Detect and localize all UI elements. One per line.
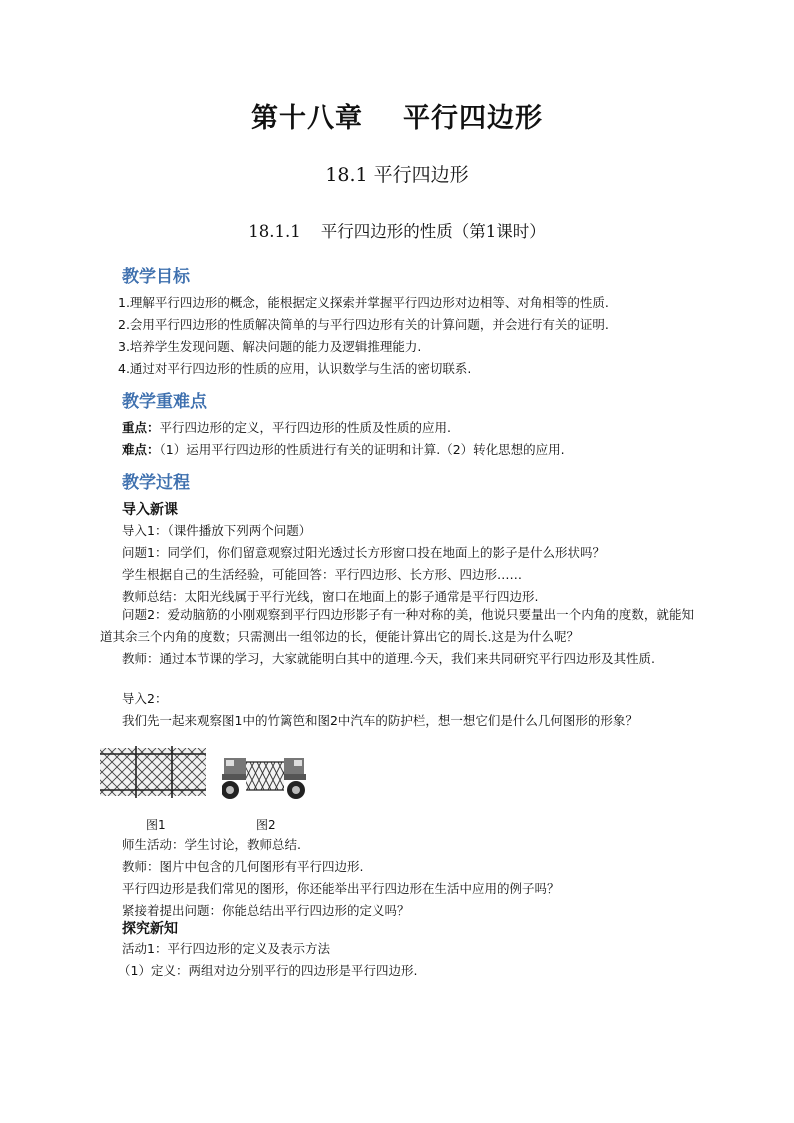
intro1-line: 导入1：（课件播放下列两个问题） xyxy=(122,523,312,538)
goal-item: 4.通过对平行四边形的性质的应用，认识数学与生活的密切联系. xyxy=(118,361,472,376)
keypoints-heading: 教学重难点 xyxy=(122,392,207,412)
section-title: 18.1 平行四边形 xyxy=(325,164,469,186)
figure2-caption: 图2 xyxy=(256,818,276,832)
chapter-name: 平行四边形 xyxy=(403,103,543,134)
chapter-title xyxy=(0,96,794,135)
intro2-line: 导入2： xyxy=(122,691,168,706)
question-line: 紧接着提出问题：你能总结出平行四边形的定义吗？ xyxy=(122,903,410,918)
lesson-name: 平行四边形的性质（第1课时） xyxy=(320,222,546,241)
teacher1-paragraph: 教师：通过本节课的学习，大家就能明白其中的道理.今天，我们来共同研究平行四边形及其性质. xyxy=(122,651,655,666)
intro-heading: 导入新课 xyxy=(122,502,178,518)
definition-line: （1）定义：两组对边分别平行的四边形是平行四边形. xyxy=(118,963,418,978)
lesson-number: 18.1.1 xyxy=(248,222,301,241)
goals-heading: 教学目标 xyxy=(122,267,190,287)
activity-line: 师生活动：学生讨论，教师总结. xyxy=(122,837,301,852)
difficult-point xyxy=(122,441,565,459)
key-point xyxy=(122,419,451,437)
activity1-line: 活动1：平行四边形的定义及表示方法 xyxy=(122,941,330,956)
observe-line: 我们先一起来观察图1中的竹篱笆和图2中汽车的防护栏，想一想它们是什么几何图形的形象？ xyxy=(122,713,638,728)
goal-item: 1.理解平行四边形的概念，能根据定义探索并掌握平行四边形对边相等、对角相等的性质. xyxy=(118,295,609,310)
goal-item: 3.培养学生发现问题、解决问题的能力及逻辑推理能力. xyxy=(118,339,422,354)
process-heading: 教学过程 xyxy=(122,473,190,493)
chapter-number: 第十八章 xyxy=(251,103,363,134)
summary1-line: 教师总结：太阳光线属于平行光线，窗口在地面上的影子通常是平行四边形. xyxy=(122,589,539,604)
question2-paragraph: 问题2：爱动脑筋的小刚观察到平行四边形影子有一种对称的美，他说只要量出一个内角的度数，就能知道其余三个内角的度数；只需测出一组邻边的长，便能计算出它的周长.这是为什么呢？ xyxy=(100,607,694,644)
example-line: 平行四边形是我们常见的图形，你还能举出平行四边形在生活中应用的例子吗？ xyxy=(122,881,560,896)
car-guardrail-figure xyxy=(222,744,306,802)
goal-item: 2.会用平行四边形的性质解决简单的与平行四边形有关的计算问题，并会进行有关的证明. xyxy=(118,317,609,332)
teacher2-line: 教师：图片中包含的几何图形有平行四边形. xyxy=(122,859,364,874)
figure1-caption: 图1 xyxy=(146,818,166,832)
question1-line: 问题1：同学们，你们留意观察过阳光透过长方形窗口投在地面上的影子是什么形状吗？ xyxy=(122,545,605,560)
difficult-label: 难点： xyxy=(122,442,160,457)
bamboo-fence-figure xyxy=(98,742,208,800)
difficult-text: （1）运用平行四边形的性质进行有关的证明和计算.（2）转化思想的应用. xyxy=(159,442,565,457)
explore-heading: 探究新知 xyxy=(122,921,178,937)
key-label: 重点： xyxy=(122,420,160,435)
answer1-line: 学生根据自己的生活经验，可能回答：平行四边形、长方形、四边形…… xyxy=(122,567,523,582)
lesson-title xyxy=(0,218,794,242)
key-text: 平行四边形的定义，平行四边形的性质及性质的应用. xyxy=(159,420,451,435)
